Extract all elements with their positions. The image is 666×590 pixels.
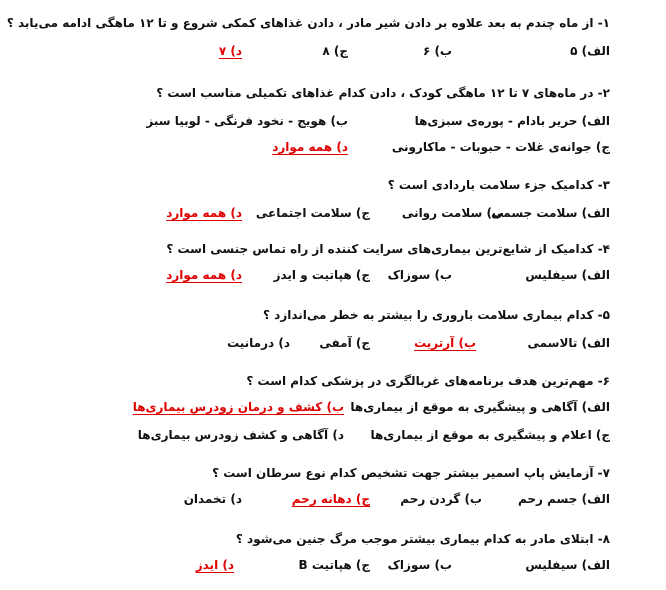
question-1: ۱- از ماه چندم به بعد علاوه بر دادن شیر مادر ، دادن غذاهای کمکی شروع و تا ۱۲ ماهگی ادامه می‌یابد ؟ <box>6 16 610 30</box>
question-6: ۶- مهم‌ترین هدف برنامه‌های غربالگری در پزشکی کدام است ؟ <box>246 374 610 388</box>
q4-option-b: ب) سوزاک <box>387 268 452 282</box>
q8-option-c: ج) هپاتیت B <box>298 558 370 572</box>
q7-option-b: ب) گردن رحم <box>400 492 482 506</box>
q4-option-c: ج) هپاتیت و ایدز <box>273 268 370 282</box>
q1-option-a: الف) ۵ <box>570 44 610 58</box>
q1-option-b: ب) ۶ <box>422 44 452 58</box>
q8-option-a: الف) سیفلیس <box>525 558 610 572</box>
q7-option-c-correct: ج) دهانه رحم <box>291 492 370 506</box>
q3-option-c: ج) سلامت اجتماعی <box>255 206 370 220</box>
q1-option-c: ج) ۸ <box>322 44 348 58</box>
q1-option-d-correct: د) ۷ <box>218 44 242 58</box>
q3-option-d-correct: د) همه موارد <box>166 206 242 220</box>
q4-option-d-correct: د) همه موارد <box>166 268 242 282</box>
question-2: ۲- در ماه‌های ۷ تا ۱۲ ماهگی کودک ، دادن کدام غذاهای تکمیلی مناسب است ؟ <box>156 86 610 100</box>
q2-option-d-correct: د) همه موارد <box>272 140 348 154</box>
question-3: ۳- کدامیک جزء سلامت باردادی است ؟ <box>387 178 610 192</box>
q6-option-c: ج) اعلام و پیشگیری به موقع از بیماری‌ها <box>370 428 610 442</box>
question-7: ۷- آزمایش پاپ اسمیر بیشتر جهت تشخیص کدام نوع سرطان است ؟ <box>212 466 610 480</box>
q5-option-b-correct: ب) آرتریت <box>414 336 476 350</box>
q2-option-b: ب) هویج - نخود فرنگی - لوبیا سبز <box>146 114 348 128</box>
q2-option-a: الف) حریر بادام - پوره‌ی سبزی‌ها <box>414 114 610 128</box>
q5-option-c: ج) آمفی <box>319 336 370 350</box>
q4-option-a: الف) سیفلیس <box>525 268 610 282</box>
question-8: ۸- ابتلای مادر به کدام بیماری بیشتر موجب مرگ جنین می‌شود ؟ <box>235 532 610 546</box>
q3-option-b: ب) سلامت روانی <box>401 206 504 220</box>
q8-option-d-correct: د) ایدز <box>195 558 234 572</box>
q5-option-a: الف) تالاسمی <box>527 336 610 350</box>
q6-option-a: الف) آگاهی و پیشگیری به موقع از بیماری‌ها <box>350 400 610 414</box>
q2-option-c: ج) جوانه‌ی غلات - حبوبات - ماکارونی <box>391 140 610 154</box>
q6-option-d: د) آگاهی و کشف زودرس بیماری‌ها <box>137 428 344 442</box>
q7-option-d: د) تخمدان <box>183 492 242 506</box>
q5-option-d: د) درمانیت <box>227 336 290 350</box>
question-4: ۴- کدامیک از شایع‌ترین بیماری‌های سرایت کننده از راه تماس جنسی است ؟ <box>166 242 610 256</box>
q7-option-a: الف) جسم رحم <box>518 492 610 506</box>
q3-option-a: الف) سلامت جسمی <box>491 206 610 220</box>
q8-option-b: ب) سوزاک <box>387 558 452 572</box>
q6-option-b-correct: ب) کشف و درمان زودرس بیماری‌ها <box>132 400 344 414</box>
question-5: ۵- کدام بیماری سلامت باروری را بیشتر به خطر می‌اندازد ؟ <box>263 308 610 322</box>
